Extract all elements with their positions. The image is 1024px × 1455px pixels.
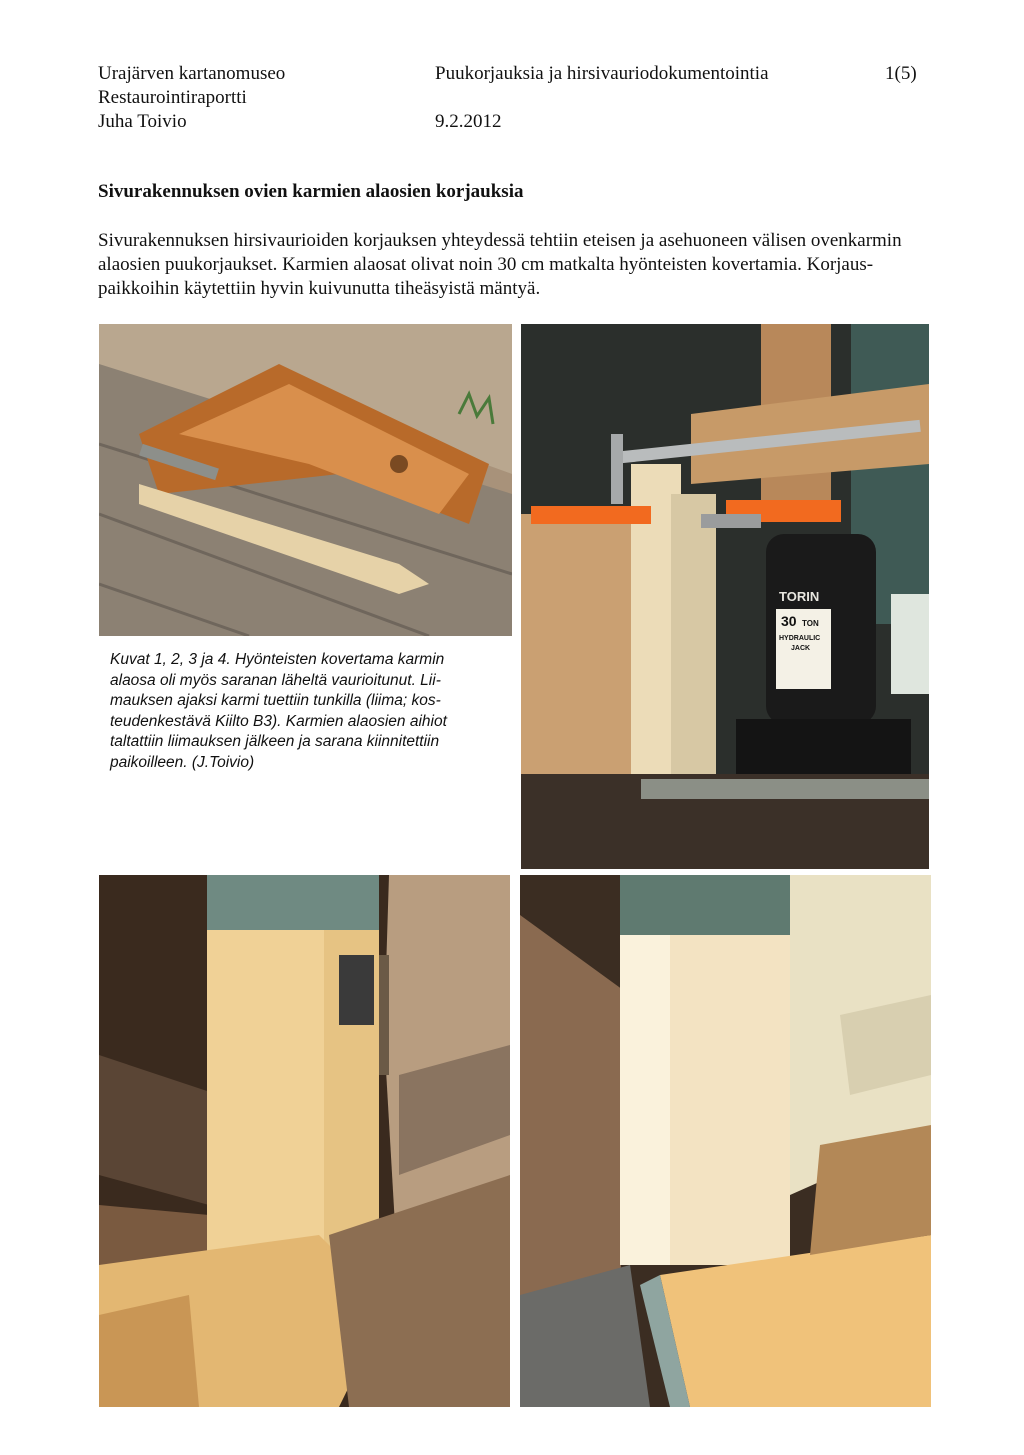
body-line: paikkoihin käytettiin hyvin kuivunutta tiheäsyistä mäntyä.	[98, 278, 541, 299]
header-org: Urajärven kartanomuseo	[98, 63, 286, 84]
photo-clamp-and-jack	[521, 324, 929, 869]
header-doc-title: Puukorjauksia ja hirsivauriodokumentointia	[435, 63, 769, 84]
body-line: Sivurakennuksen hirsivaurioiden korjauksen yhteydessä tehtiin eteisen ja asehuoneen välisen ovenkarmin	[98, 230, 902, 251]
header-date: 9.2.2012	[435, 111, 502, 132]
jack-brand-label: TORIN	[779, 589, 820, 604]
jack-type-label-2: JACK	[791, 645, 811, 652]
photo-rotten-frame	[99, 324, 512, 636]
body-line: alaosien puukorjaukset. Karmien alaosat olivat noin 30 cm matkalta hyönteisten kovertamia. Korjaus-	[98, 254, 874, 275]
photo-caption	[110, 650, 510, 773]
caption-line: mauksen ajaksi karmi tuettiin tunkilla (liima; kos-	[110, 692, 441, 709]
caption-line: Kuvat 1, 2, 3 ja 4. Hyönteisten kovertama karmin	[110, 651, 445, 668]
caption-line: taltattiin liimauksen jälkeen ja sarana kiinnitettiin	[110, 733, 440, 750]
header-page-number: 1(5)	[885, 63, 917, 84]
body-paragraph	[98, 229, 978, 301]
caption-line: teudenkestävä Kiilto B3). Karmien alaosien aihiot	[110, 712, 447, 730]
header-author: Juha Toivio	[98, 111, 187, 132]
caption-line: alaosa oli myös saranan läheltä vaurioitunut. Lii-	[110, 671, 441, 689]
photo-repaired-frame-hinge	[99, 875, 510, 1407]
jack-type-label: HYDRAULIC	[779, 635, 821, 642]
photo-repaired-frame-corner	[520, 875, 931, 1407]
jack-capacity-label: 30	[781, 613, 797, 629]
header-report-type: Restaurointiraportti	[98, 87, 247, 108]
jack-unit-label: TON	[802, 619, 819, 628]
section-title: Sivurakennuksen ovien karmien alaosien korjauksia	[98, 181, 524, 202]
caption-line: paikoilleen. (J.Toivio)	[110, 753, 255, 771]
